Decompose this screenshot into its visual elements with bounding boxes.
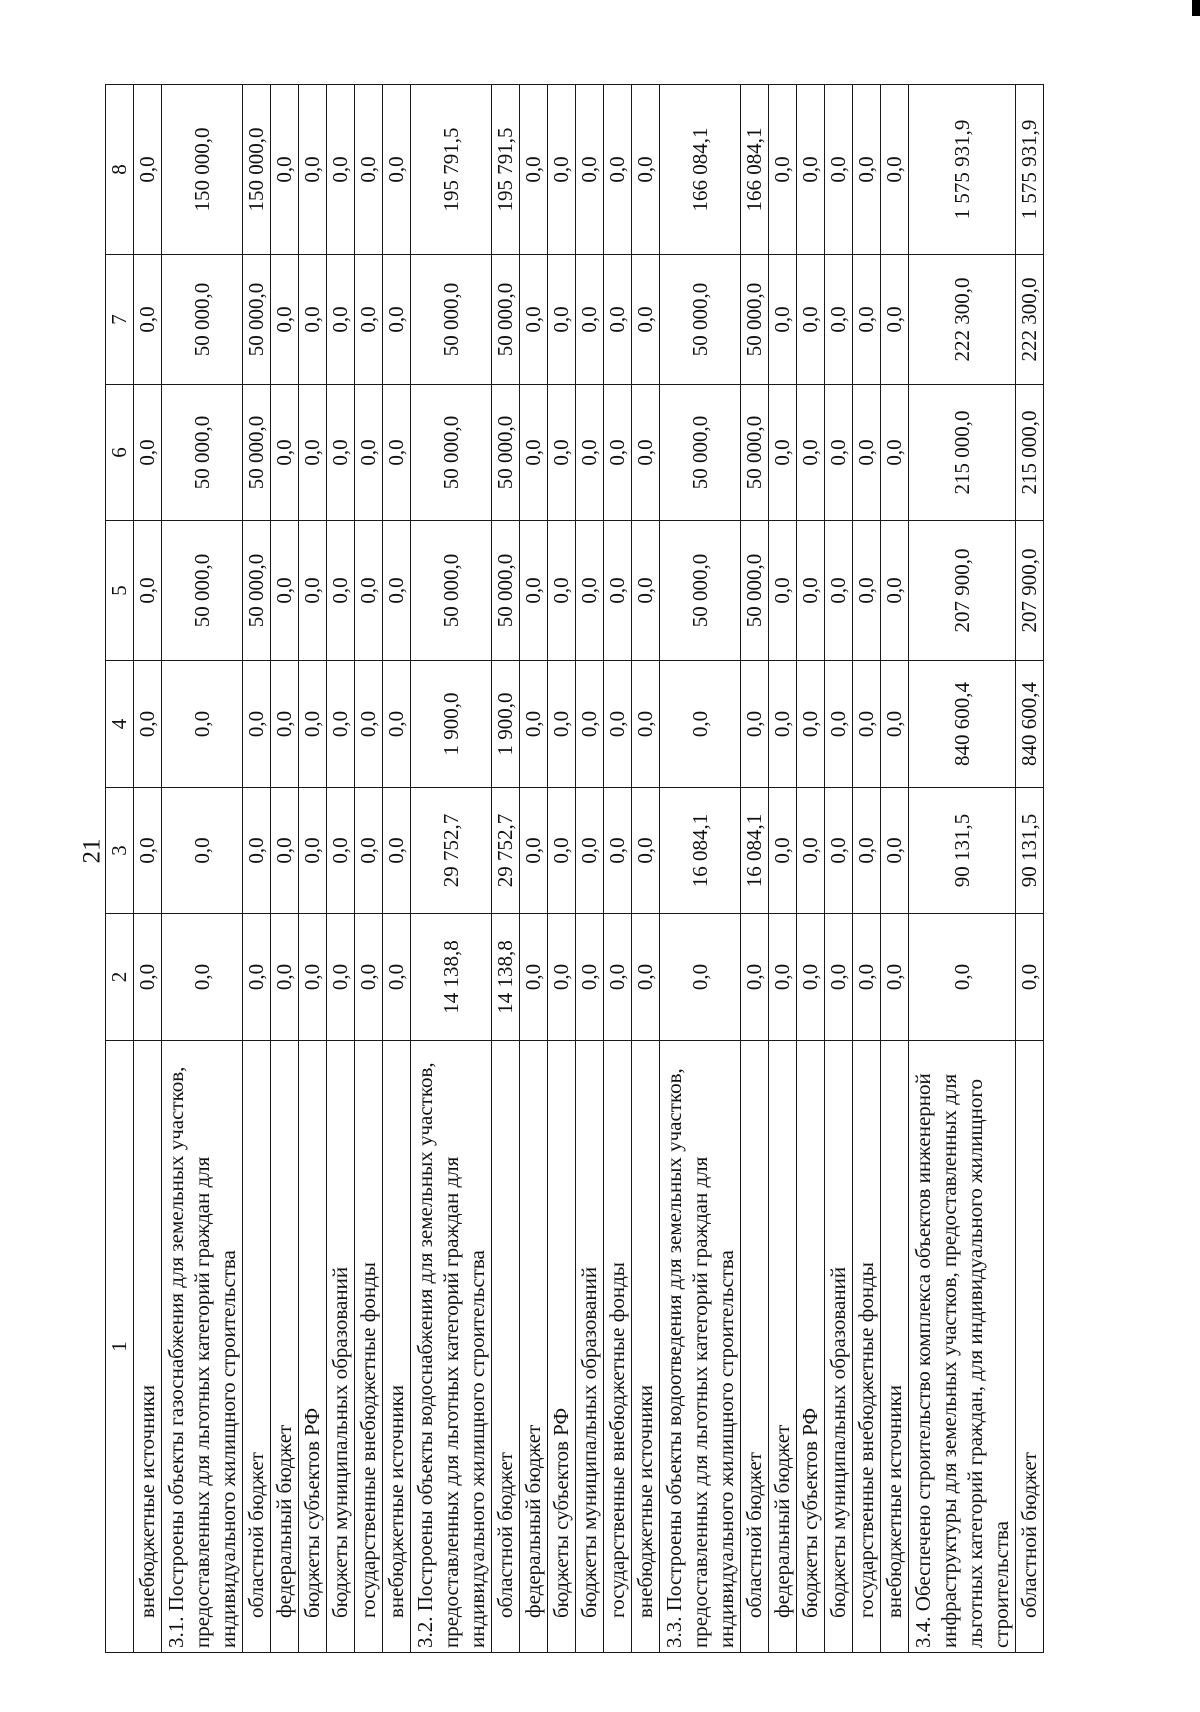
funding-source-cell: областной бюджет xyxy=(1016,1041,1044,1653)
value-cell: 14 138,8 xyxy=(411,914,492,1041)
value-cell: 0,0 xyxy=(383,385,411,521)
source-row xyxy=(548,85,576,1653)
value-cell: 0,0 xyxy=(520,521,548,661)
value-cell: 0,0 xyxy=(881,661,909,788)
value-cell: 0,0 xyxy=(741,914,769,1041)
funding-source-cell: внебюджетные источники xyxy=(881,1041,909,1653)
value-cell: 0,0 xyxy=(548,385,576,521)
value-cell: 207 900,0 xyxy=(909,521,1016,661)
value-cell: 0,0 xyxy=(881,85,909,255)
value-cell: 0,0 xyxy=(327,788,355,914)
value-cell: 0,0 xyxy=(797,85,825,255)
value-cell: 50 000,0 xyxy=(411,385,492,521)
column-header-1: 1 xyxy=(106,1041,134,1653)
section-title-cell: 3.2. Построены объекты водоснабжения для земельных участков, предоставленных для льготных категорий граждан для индивидуального жилищного строительства xyxy=(411,1041,492,1653)
value-cell: 0,0 xyxy=(797,788,825,914)
value-cell: 0,0 xyxy=(825,85,853,255)
value-cell: 0,0 xyxy=(853,661,881,788)
value-cell: 16 084,1 xyxy=(741,788,769,914)
funding-source-cell: внебюджетные источники xyxy=(383,1041,411,1653)
value-cell: 0,0 xyxy=(355,914,383,1041)
funding-source-cell: областной бюджет xyxy=(741,1041,769,1653)
funding-source-cell: внебюджетные источники xyxy=(134,1041,162,1653)
section-title-cell: 3.1. Построены объекты газоснабжения для земельных участков, предоставленных для льготных категорий граждан для индивидуального жилищного строительства xyxy=(162,1041,243,1653)
value-cell: 0,0 xyxy=(299,788,327,914)
value-cell: 0,0 xyxy=(383,914,411,1041)
value-cell: 50 000,0 xyxy=(741,385,769,521)
value-cell: 90 131,5 xyxy=(909,788,1016,914)
value-cell: 0,0 xyxy=(327,85,355,255)
funding-source-cell: государственные внебюджетные фонды xyxy=(853,1041,881,1653)
value-cell: 0,0 xyxy=(520,255,548,385)
source-row xyxy=(604,85,632,1653)
source-row xyxy=(134,85,162,1653)
value-cell: 0,0 xyxy=(134,521,162,661)
value-cell: 0,0 xyxy=(604,385,632,521)
value-cell: 0,0 xyxy=(769,255,797,385)
value-cell: 0,0 xyxy=(769,661,797,788)
value-cell: 0,0 xyxy=(243,788,271,914)
value-cell: 0,0 xyxy=(520,385,548,521)
value-cell: 0,0 xyxy=(576,661,604,788)
value-cell: 0,0 xyxy=(271,385,299,521)
value-cell: 0,0 xyxy=(327,385,355,521)
value-cell: 0,0 xyxy=(825,914,853,1041)
funding-source-cell: бюджеты муниципальных образований xyxy=(825,1041,853,1653)
value-cell: 0,0 xyxy=(797,661,825,788)
value-cell: 150 000,0 xyxy=(243,85,271,255)
value-cell: 195 791,5 xyxy=(492,85,520,255)
value-cell: 840 600,4 xyxy=(1016,661,1044,788)
value-cell: 0,0 xyxy=(383,255,411,385)
value-cell: 1 900,0 xyxy=(492,661,520,788)
value-cell: 50 000,0 xyxy=(660,255,741,385)
value-cell: 0,0 xyxy=(271,255,299,385)
value-cell: 0,0 xyxy=(548,521,576,661)
value-cell: 0,0 xyxy=(548,85,576,255)
funding-source-cell: бюджеты субъектов РФ xyxy=(548,1041,576,1653)
value-cell: 0,0 xyxy=(548,914,576,1041)
source-row xyxy=(769,85,797,1653)
value-cell: 0,0 xyxy=(271,788,299,914)
value-cell: 0,0 xyxy=(134,255,162,385)
funding-source-cell: федеральный бюджет xyxy=(271,1041,299,1653)
value-cell: 0,0 xyxy=(604,914,632,1041)
value-cell: 0,0 xyxy=(576,521,604,661)
value-cell: 195 791,5 xyxy=(411,85,492,255)
value-cell: 50 000,0 xyxy=(741,521,769,661)
value-cell: 0,0 xyxy=(853,385,881,521)
value-cell: 0,0 xyxy=(797,255,825,385)
scan-corner-mark xyxy=(1192,0,1200,16)
value-cell: 0,0 xyxy=(825,788,853,914)
section-row xyxy=(660,85,741,1653)
value-cell: 0,0 xyxy=(1016,914,1044,1041)
value-cell: 0,0 xyxy=(576,788,604,914)
source-row xyxy=(271,85,299,1653)
value-cell: 0,0 xyxy=(271,914,299,1041)
value-cell: 166 084,1 xyxy=(741,85,769,255)
funding-source-cell: бюджеты муниципальных образований xyxy=(327,1041,355,1653)
value-cell: 0,0 xyxy=(134,85,162,255)
value-cell: 0,0 xyxy=(355,385,383,521)
value-cell: 50 000,0 xyxy=(411,521,492,661)
value-cell: 0,0 xyxy=(162,788,243,914)
source-row xyxy=(299,85,327,1653)
value-cell: 0,0 xyxy=(162,914,243,1041)
value-cell: 0,0 xyxy=(825,661,853,788)
value-cell: 0,0 xyxy=(604,255,632,385)
value-cell: 0,0 xyxy=(853,521,881,661)
value-cell: 0,0 xyxy=(299,521,327,661)
value-cell: 0,0 xyxy=(853,914,881,1041)
value-cell: 0,0 xyxy=(134,788,162,914)
value-cell: 0,0 xyxy=(632,788,660,914)
value-cell: 0,0 xyxy=(604,85,632,255)
value-cell: 0,0 xyxy=(769,521,797,661)
value-cell: 50 000,0 xyxy=(741,255,769,385)
value-cell: 90 131,5 xyxy=(1016,788,1044,914)
section-title-cell: 3.4. Обеспечено строительство комплекса объектов инженерной инфраструктуры для земельных участков, предоставленных для льготных категорий граждан, для индивидуального жилищного строительства xyxy=(909,1041,1016,1653)
column-header-3: 3 xyxy=(106,788,134,914)
value-cell: 0,0 xyxy=(576,385,604,521)
source-row xyxy=(1016,85,1044,1653)
section-row xyxy=(162,85,243,1653)
funding-source-cell: бюджеты субъектов РФ xyxy=(299,1041,327,1653)
funding-source-cell: федеральный бюджет xyxy=(520,1041,548,1653)
value-cell: 0,0 xyxy=(548,255,576,385)
value-cell: 0,0 xyxy=(243,914,271,1041)
value-cell: 0,0 xyxy=(632,661,660,788)
source-row xyxy=(853,85,881,1653)
value-cell: 0,0 xyxy=(271,521,299,661)
value-cell: 222 300,0 xyxy=(1016,255,1044,385)
source-row xyxy=(355,85,383,1653)
value-cell: 0,0 xyxy=(548,788,576,914)
budget-table xyxy=(105,84,1044,1653)
value-cell: 0,0 xyxy=(355,255,383,385)
funding-source-cell: внебюджетные источники xyxy=(632,1041,660,1653)
funding-source-cell: областной бюджет xyxy=(492,1041,520,1653)
value-cell: 50 000,0 xyxy=(162,255,243,385)
value-cell: 0,0 xyxy=(576,914,604,1041)
source-row xyxy=(243,85,271,1653)
value-cell: 0,0 xyxy=(299,661,327,788)
funding-source-cell: областной бюджет xyxy=(243,1041,271,1653)
value-cell: 0,0 xyxy=(825,385,853,521)
value-cell: 0,0 xyxy=(520,85,548,255)
value-cell: 1 575 931,9 xyxy=(909,85,1016,255)
value-cell: 0,0 xyxy=(881,914,909,1041)
value-cell: 50 000,0 xyxy=(243,255,271,385)
value-cell: 0,0 xyxy=(299,85,327,255)
source-row xyxy=(383,85,411,1653)
funding-source-cell: федеральный бюджет xyxy=(769,1041,797,1653)
value-cell: 0,0 xyxy=(632,85,660,255)
value-cell: 150 000,0 xyxy=(162,85,243,255)
value-cell: 0,0 xyxy=(299,914,327,1041)
value-cell: 166 084,1 xyxy=(660,85,741,255)
value-cell: 0,0 xyxy=(520,661,548,788)
value-cell: 0,0 xyxy=(853,788,881,914)
value-cell: 0,0 xyxy=(797,521,825,661)
value-cell: 0,0 xyxy=(271,661,299,788)
source-row xyxy=(520,85,548,1653)
value-cell: 0,0 xyxy=(355,85,383,255)
value-cell: 0,0 xyxy=(520,788,548,914)
value-cell: 0,0 xyxy=(853,85,881,255)
value-cell: 1 900,0 xyxy=(411,661,492,788)
section-title-cell: 3.3. Построены объекты водоотведения для земельных участков, предоставленных для льготных категорий граждан для индивидуального жилищного строительства xyxy=(660,1041,741,1653)
value-cell: 0,0 xyxy=(299,255,327,385)
value-cell: 0,0 xyxy=(660,661,741,788)
value-cell: 0,0 xyxy=(134,661,162,788)
value-cell: 50 000,0 xyxy=(243,385,271,521)
value-cell: 0,0 xyxy=(604,788,632,914)
value-cell: 0,0 xyxy=(909,914,1016,1041)
value-cell: 0,0 xyxy=(299,385,327,521)
value-cell: 0,0 xyxy=(327,914,355,1041)
source-row xyxy=(632,85,660,1653)
value-cell: 0,0 xyxy=(548,661,576,788)
value-cell: 50 000,0 xyxy=(411,255,492,385)
value-cell: 0,0 xyxy=(881,385,909,521)
value-cell: 0,0 xyxy=(327,661,355,788)
source-row xyxy=(492,85,520,1653)
value-cell: 0,0 xyxy=(632,914,660,1041)
value-cell: 0,0 xyxy=(134,385,162,521)
value-cell: 222 300,0 xyxy=(909,255,1016,385)
value-cell: 0,0 xyxy=(327,255,355,385)
value-cell: 50 000,0 xyxy=(243,521,271,661)
source-row xyxy=(825,85,853,1653)
page-number: 21 xyxy=(78,838,106,864)
value-cell: 0,0 xyxy=(271,85,299,255)
table-header-row xyxy=(106,85,134,1653)
column-header-2: 2 xyxy=(106,914,134,1041)
value-cell: 50 000,0 xyxy=(162,385,243,521)
funding-source-cell: государственные внебюджетные фонды xyxy=(604,1041,632,1653)
column-header-7: 7 xyxy=(106,255,134,385)
value-cell: 29 752,7 xyxy=(411,788,492,914)
value-cell: 0,0 xyxy=(881,521,909,661)
value-cell: 0,0 xyxy=(355,788,383,914)
value-cell: 0,0 xyxy=(243,661,271,788)
value-cell: 0,0 xyxy=(604,521,632,661)
value-cell: 0,0 xyxy=(355,521,383,661)
value-cell: 0,0 xyxy=(383,661,411,788)
source-row xyxy=(797,85,825,1653)
value-cell: 0,0 xyxy=(825,521,853,661)
value-cell: 0,0 xyxy=(632,385,660,521)
value-cell: 50 000,0 xyxy=(162,521,243,661)
value-cell: 50 000,0 xyxy=(492,255,520,385)
value-cell: 215 000,0 xyxy=(909,385,1016,521)
value-cell: 14 138,8 xyxy=(492,914,520,1041)
value-cell: 0,0 xyxy=(769,85,797,255)
value-cell: 29 752,7 xyxy=(492,788,520,914)
column-header-6: 6 xyxy=(106,385,134,521)
value-cell: 840 600,4 xyxy=(909,661,1016,788)
value-cell: 50 000,0 xyxy=(492,521,520,661)
value-cell: 0,0 xyxy=(383,85,411,255)
table-body xyxy=(134,85,1044,1653)
value-cell: 0,0 xyxy=(769,788,797,914)
value-cell: 1 575 931,9 xyxy=(1016,85,1044,255)
value-cell: 0,0 xyxy=(741,661,769,788)
value-cell: 0,0 xyxy=(797,914,825,1041)
value-cell: 50 000,0 xyxy=(492,385,520,521)
section-row xyxy=(411,85,492,1653)
value-cell: 0,0 xyxy=(797,385,825,521)
value-cell: 207 900,0 xyxy=(1016,521,1044,661)
value-cell: 0,0 xyxy=(383,521,411,661)
value-cell: 0,0 xyxy=(769,385,797,521)
source-row xyxy=(576,85,604,1653)
rotated-table-wrapper xyxy=(105,119,1200,1653)
value-cell: 0,0 xyxy=(881,255,909,385)
value-cell: 0,0 xyxy=(355,661,383,788)
value-cell: 0,0 xyxy=(632,255,660,385)
value-cell: 215 000,0 xyxy=(1016,385,1044,521)
column-header-5: 5 xyxy=(106,521,134,661)
column-header-4: 4 xyxy=(106,661,134,788)
value-cell: 16 084,1 xyxy=(660,788,741,914)
value-cell: 0,0 xyxy=(520,914,548,1041)
value-cell: 0,0 xyxy=(769,914,797,1041)
value-cell: 0,0 xyxy=(660,914,741,1041)
funding-source-cell: бюджеты субъектов РФ xyxy=(797,1041,825,1653)
section-row xyxy=(909,85,1016,1653)
value-cell: 50 000,0 xyxy=(660,385,741,521)
source-row xyxy=(881,85,909,1653)
source-row xyxy=(741,85,769,1653)
value-cell: 0,0 xyxy=(881,788,909,914)
value-cell: 0,0 xyxy=(576,255,604,385)
value-cell: 0,0 xyxy=(576,85,604,255)
source-row xyxy=(327,85,355,1653)
value-cell: 0,0 xyxy=(383,788,411,914)
value-cell: 0,0 xyxy=(632,521,660,661)
column-header-8: 8 xyxy=(106,85,134,255)
value-cell: 0,0 xyxy=(327,521,355,661)
value-cell: 50 000,0 xyxy=(660,521,741,661)
value-cell: 0,0 xyxy=(604,661,632,788)
value-cell: 0,0 xyxy=(853,255,881,385)
value-cell: 0,0 xyxy=(825,255,853,385)
value-cell: 0,0 xyxy=(134,914,162,1041)
funding-source-cell: бюджеты муниципальных образований xyxy=(576,1041,604,1653)
funding-source-cell: государственные внебюджетные фонды xyxy=(355,1041,383,1653)
value-cell: 0,0 xyxy=(162,661,243,788)
